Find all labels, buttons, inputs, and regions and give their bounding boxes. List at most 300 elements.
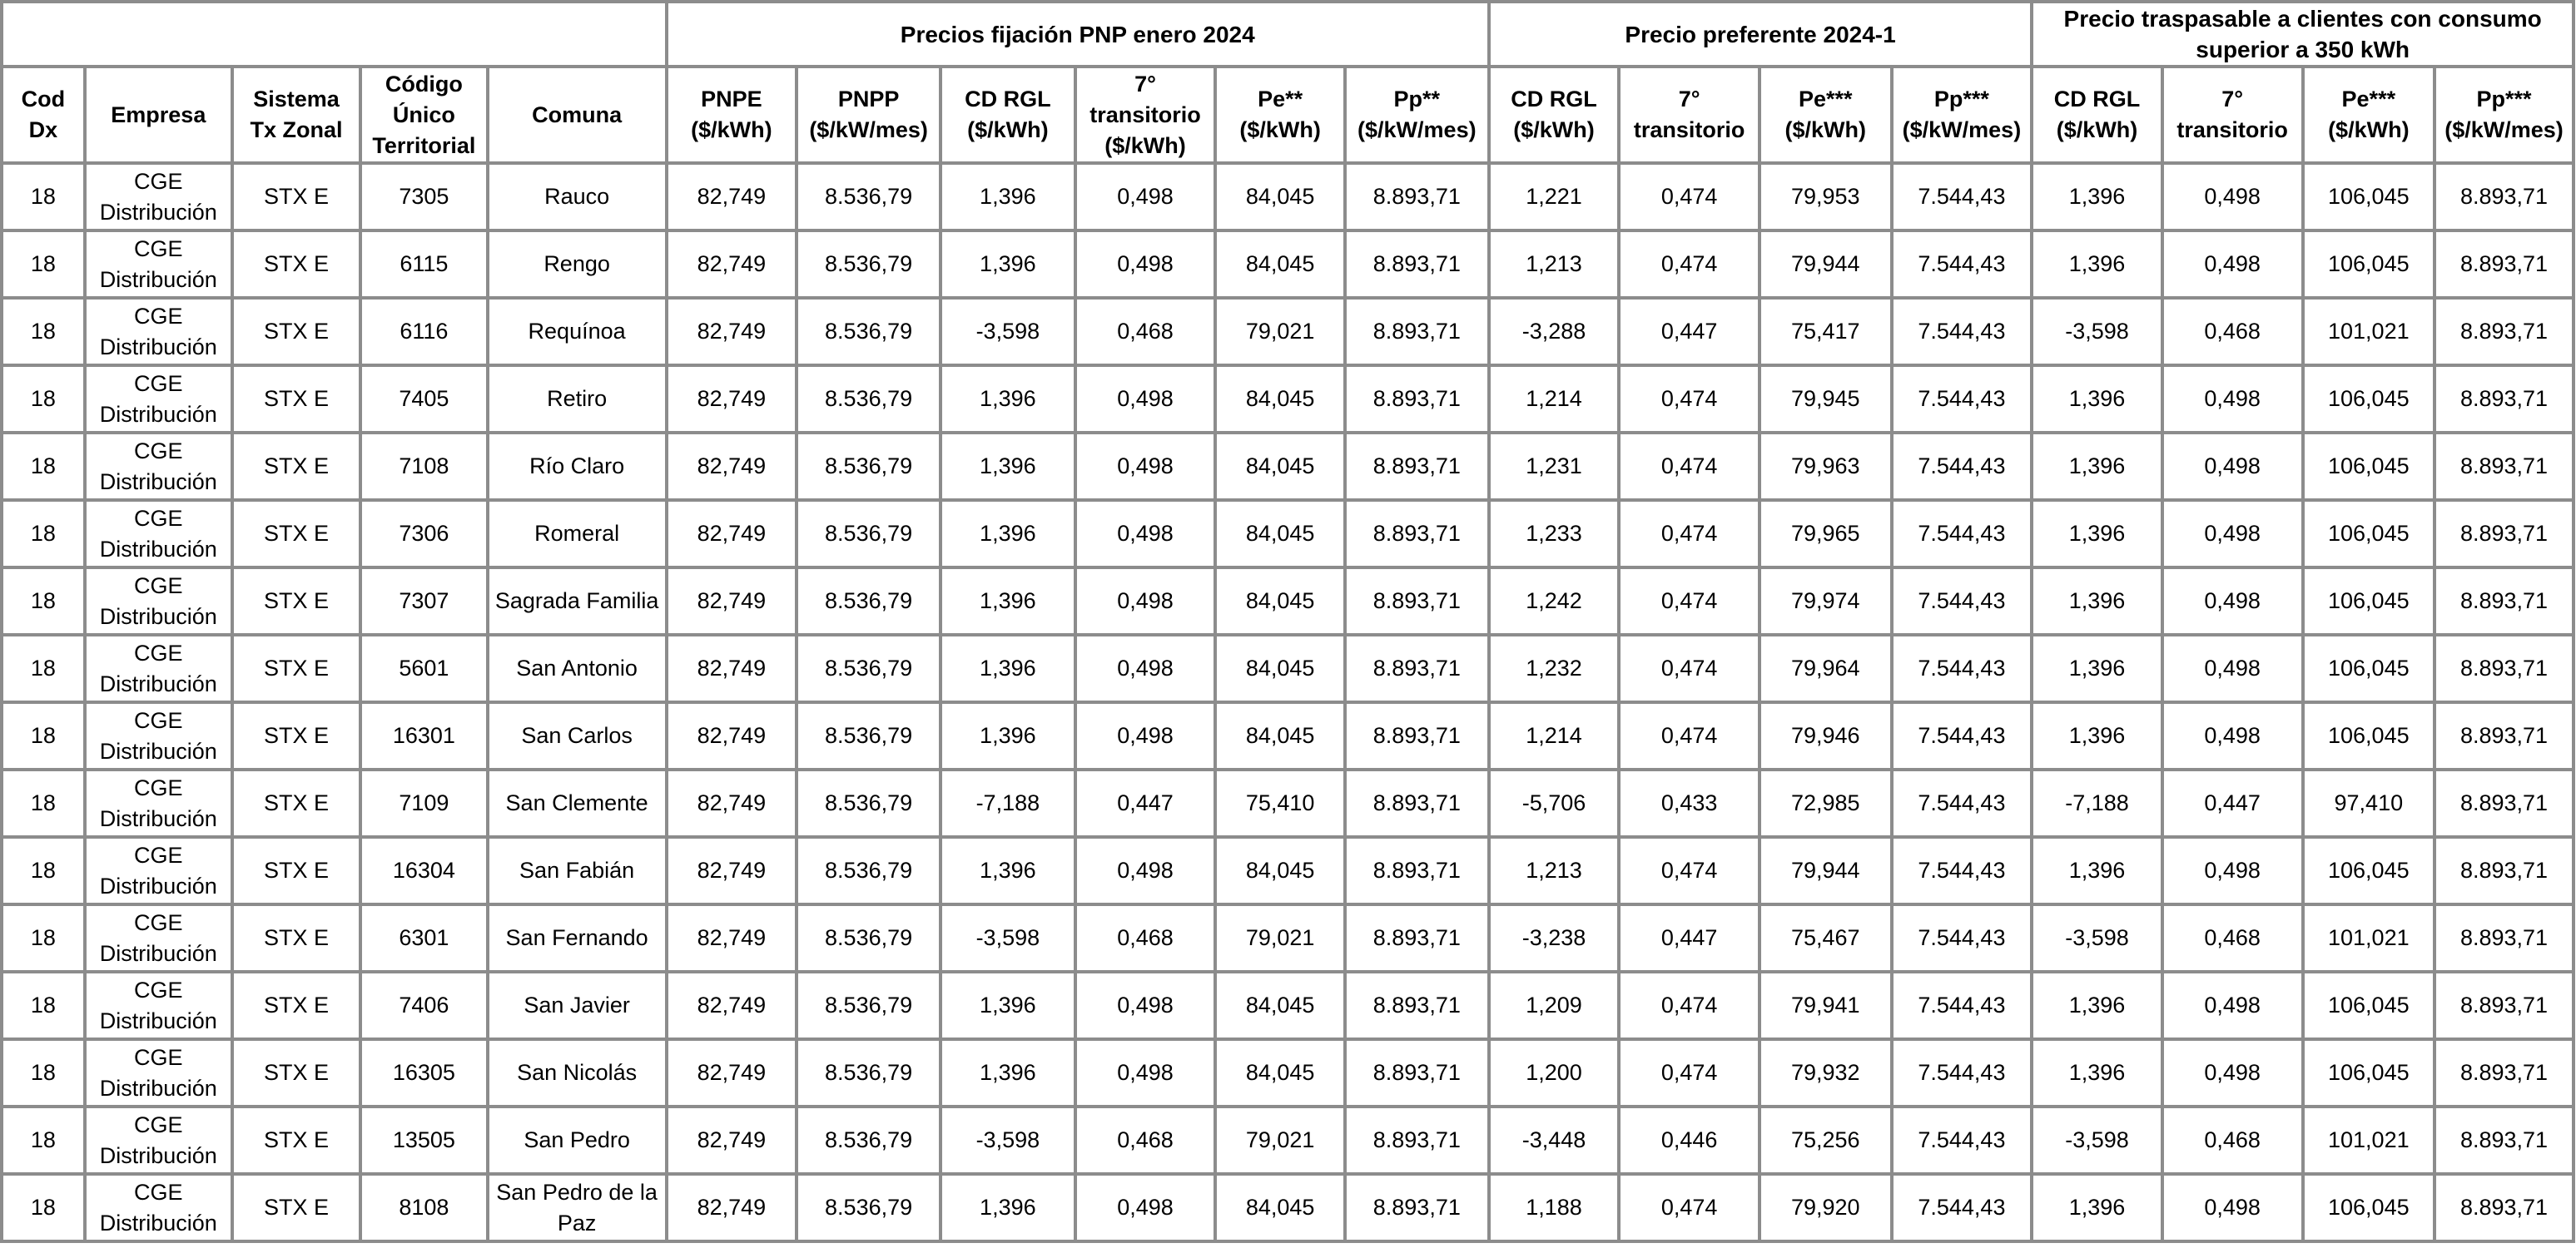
table-row (3, 232, 2572, 296)
cell-empresa: CGE Distribución (87, 165, 231, 229)
cell-pp-3: 8.893,71 (2436, 704, 2572, 768)
cell-transitorio-1: 0,498 (1077, 704, 1214, 768)
cell-sistema: STX E (234, 502, 359, 566)
cell-cd-rgl-2: -3,288 (1491, 300, 1617, 364)
cell-pe-3: 106,045 (2305, 1176, 2434, 1240)
cell-pp-1: 8.893,71 (1347, 569, 1487, 633)
cell-cd-rgl-1: 1,396 (942, 973, 1074, 1038)
cell-cod-dx: 18 (3, 1108, 83, 1172)
cell-transitorio-2: 0,474 (1621, 973, 1758, 1038)
cell-empresa: CGE Distribución (87, 300, 231, 364)
cell-pe-3: 106,045 (2305, 636, 2434, 701)
cell-codigo: 7405 (362, 367, 485, 431)
header-empresa: Empresa (87, 68, 231, 161)
cell-empresa: CGE Distribución (87, 1108, 231, 1172)
cell-comuna: San Javier (489, 973, 665, 1038)
cell-cd-rgl-3: 1,396 (2033, 367, 2160, 431)
cell-pe-1: 79,021 (1217, 906, 1343, 970)
cell-pp-2: 7.544,43 (1894, 973, 2031, 1038)
cell-transitorio-2: 0,474 (1621, 165, 1758, 229)
cell-transitorio-1: 0,447 (1077, 771, 1214, 835)
cell-cod-dx: 18 (3, 165, 83, 229)
cell-cd-rgl-1: -3,598 (942, 906, 1074, 970)
cell-sistema: STX E (234, 569, 359, 633)
cell-pp-2: 7.544,43 (1894, 906, 2031, 970)
cell-cd-rgl-1: 1,396 (942, 704, 1074, 768)
cell-pnpe: 82,749 (668, 502, 795, 566)
group-traspasable: Precio traspasable a clientes con consumo superior a 350 kWh (2033, 3, 2572, 65)
cell-transitorio-2: 0,474 (1621, 1041, 1758, 1105)
cell-transitorio-2: 0,474 (1621, 569, 1758, 633)
cell-cod-dx: 18 (3, 367, 83, 431)
cell-sistema: STX E (234, 1041, 359, 1105)
cell-cod-dx: 18 (3, 906, 83, 970)
cell-sistema: STX E (234, 165, 359, 229)
cell-pe-3: 106,045 (2305, 569, 2434, 633)
cell-pe-2: 79,953 (1761, 165, 1890, 229)
cell-pp-3: 8.893,71 (2436, 973, 2572, 1038)
cell-pp-1: 8.893,71 (1347, 502, 1487, 566)
cell-sistema: STX E (234, 839, 359, 903)
cell-comuna: Río Claro (489, 434, 665, 498)
cell-pe-2: 79,944 (1761, 232, 1890, 296)
cell-pe-1: 79,021 (1217, 1108, 1343, 1172)
cell-pnpe: 82,749 (668, 704, 795, 768)
cell-pnpp: 8.536,79 (798, 704, 939, 768)
cell-pe-2: 79,965 (1761, 502, 1890, 566)
cell-transitorio-1: 0,498 (1077, 232, 1214, 296)
table-row (3, 1108, 2572, 1172)
cell-pp-2: 7.544,43 (1894, 232, 2031, 296)
cell-pp-3: 8.893,71 (2436, 569, 2572, 633)
cell-pe-1: 84,045 (1217, 434, 1343, 498)
cell-cd-rgl-2: 1,233 (1491, 502, 1617, 566)
cell-pe-2: 72,985 (1761, 771, 1890, 835)
cell-pe-3: 106,045 (2305, 839, 2434, 903)
cell-transitorio-3: 0,498 (2164, 973, 2301, 1038)
cell-pp-1: 8.893,71 (1347, 906, 1487, 970)
cell-comuna: San Clemente (489, 771, 665, 835)
cell-cd-rgl-1: 1,396 (942, 367, 1074, 431)
cell-pp-1: 8.893,71 (1347, 1108, 1487, 1172)
cell-pnpp: 8.536,79 (798, 771, 939, 835)
cell-comuna: San Nicolás (489, 1041, 665, 1105)
cell-transitorio-3: 0,498 (2164, 165, 2301, 229)
cell-sistema: STX E (234, 367, 359, 431)
cell-comuna: Romeral (489, 502, 665, 566)
cell-pnpe: 82,749 (668, 1176, 795, 1240)
cell-transitorio-3: 0,468 (2164, 1108, 2301, 1172)
cell-pe-2: 79,920 (1761, 1176, 1890, 1240)
cell-cod-dx: 18 (3, 502, 83, 566)
cell-pe-2: 75,256 (1761, 1108, 1890, 1172)
cell-cd-rgl-3: 1,396 (2033, 502, 2160, 566)
cell-pp-2: 7.544,43 (1894, 502, 2031, 566)
cell-pe-1: 84,045 (1217, 636, 1343, 701)
header-pp-2: Pp*** ($/kW/mes) (1894, 68, 2031, 161)
blank-corner (3, 3, 665, 65)
cell-pnpe: 82,749 (668, 165, 795, 229)
cell-transitorio-1: 0,498 (1077, 1041, 1214, 1105)
cell-empresa: CGE Distribución (87, 1041, 231, 1105)
cell-pe-2: 75,417 (1761, 300, 1890, 364)
cell-transitorio-3: 0,498 (2164, 502, 2301, 566)
cell-cd-rgl-2: 1,221 (1491, 165, 1617, 229)
cell-empresa: CGE Distribución (87, 839, 231, 903)
cell-pe-3: 101,021 (2305, 300, 2434, 364)
cell-pe-3: 97,410 (2305, 771, 2434, 835)
cell-comuna: Rengo (489, 232, 665, 296)
cell-empresa: CGE Distribución (87, 704, 231, 768)
cell-transitorio-2: 0,447 (1621, 300, 1758, 364)
cell-cd-rgl-3: 1,396 (2033, 973, 2160, 1038)
cell-transitorio-1: 0,498 (1077, 569, 1214, 633)
cell-cd-rgl-3: 1,396 (2033, 1176, 2160, 1240)
cell-cd-rgl-1: 1,396 (942, 434, 1074, 498)
cell-cd-rgl-3: 1,396 (2033, 434, 2160, 498)
cell-cd-rgl-2: 1,200 (1491, 1041, 1617, 1105)
cell-pp-3: 8.893,71 (2436, 300, 2572, 364)
cell-transitorio-3: 0,498 (2164, 434, 2301, 498)
cell-pp-2: 7.544,43 (1894, 636, 2031, 701)
cell-transitorio-1: 0,498 (1077, 636, 1214, 701)
header-comuna: Comuna (489, 68, 665, 161)
cell-cd-rgl-1: 1,396 (942, 1041, 1074, 1105)
cell-transitorio-2: 0,474 (1621, 839, 1758, 903)
cell-transitorio-1: 0,468 (1077, 906, 1214, 970)
cell-pp-3: 8.893,71 (2436, 1108, 2572, 1172)
cell-cd-rgl-1: -3,598 (942, 1108, 1074, 1172)
cell-pp-1: 8.893,71 (1347, 1041, 1487, 1105)
cell-pp-2: 7.544,43 (1894, 704, 2031, 768)
cell-pe-1: 84,045 (1217, 502, 1343, 566)
cell-pe-2: 79,963 (1761, 434, 1890, 498)
cell-comuna: San Antonio (489, 636, 665, 701)
table-row (3, 1041, 2572, 1105)
cell-pe-3: 106,045 (2305, 704, 2434, 768)
cell-pnpp: 8.536,79 (798, 636, 939, 701)
cell-cd-rgl-3: 1,396 (2033, 1041, 2160, 1105)
cell-cod-dx: 18 (3, 1176, 83, 1240)
cell-empresa: CGE Distribución (87, 434, 231, 498)
cell-pe-2: 79,964 (1761, 636, 1890, 701)
header-transitorio-3: 7° transitorio (2164, 68, 2301, 161)
cell-transitorio-2: 0,433 (1621, 771, 1758, 835)
cell-pe-3: 101,021 (2305, 906, 2434, 970)
cell-pnpe: 82,749 (668, 973, 795, 1038)
header-pe-2: Pe*** ($/kWh) (1761, 68, 1890, 161)
cell-cd-rgl-2: 1,232 (1491, 636, 1617, 701)
cell-transitorio-3: 0,498 (2164, 704, 2301, 768)
cell-empresa: CGE Distribución (87, 973, 231, 1038)
cell-pe-2: 75,467 (1761, 906, 1890, 970)
cell-pp-3: 8.893,71 (2436, 771, 2572, 835)
cell-cd-rgl-3: 1,396 (2033, 569, 2160, 633)
cell-pnpp: 8.536,79 (798, 232, 939, 296)
cell-cd-rgl-1: 1,396 (942, 839, 1074, 903)
table-row (3, 502, 2572, 566)
cell-cd-rgl-3: -7,188 (2033, 771, 2160, 835)
cell-transitorio-2: 0,474 (1621, 434, 1758, 498)
cell-pp-2: 7.544,43 (1894, 1108, 2031, 1172)
cell-pp-1: 8.893,71 (1347, 232, 1487, 296)
table-row (3, 839, 2572, 903)
cell-cd-rgl-2: 1,213 (1491, 839, 1617, 903)
cell-sistema: STX E (234, 1176, 359, 1240)
cell-sistema: STX E (234, 300, 359, 364)
cell-codigo: 5601 (362, 636, 485, 701)
cell-cd-rgl-3: -3,598 (2033, 300, 2160, 364)
cell-transitorio-1: 0,498 (1077, 502, 1214, 566)
table-row (3, 300, 2572, 364)
cell-transitorio-3: 0,498 (2164, 1176, 2301, 1240)
cell-pp-3: 8.893,71 (2436, 839, 2572, 903)
cell-pnpp: 8.536,79 (798, 973, 939, 1038)
cell-cd-rgl-2: 1,242 (1491, 569, 1617, 633)
cell-cod-dx: 18 (3, 771, 83, 835)
header-cd-rgl-2: CD RGL ($/kWh) (1491, 68, 1617, 161)
cell-empresa: CGE Distribución (87, 636, 231, 701)
cell-pe-2: 79,946 (1761, 704, 1890, 768)
cell-pp-1: 8.893,71 (1347, 165, 1487, 229)
header-codigo: Código Único Territorial (362, 68, 485, 161)
cell-transitorio-2: 0,474 (1621, 367, 1758, 431)
cell-pnpe: 82,749 (668, 300, 795, 364)
cell-pe-1: 84,045 (1217, 367, 1343, 431)
cell-codigo: 13505 (362, 1108, 485, 1172)
cell-empresa: CGE Distribución (87, 502, 231, 566)
cell-codigo: 7109 (362, 771, 485, 835)
cell-pe-1: 75,410 (1217, 771, 1343, 835)
cell-pnpp: 8.536,79 (798, 367, 939, 431)
cell-comuna: Retiro (489, 367, 665, 431)
table-row (3, 367, 2572, 431)
cell-transitorio-2: 0,474 (1621, 704, 1758, 768)
cell-pnpp: 8.536,79 (798, 569, 939, 633)
header-transitorio-1: 7° transitorio ($/kWh) (1077, 68, 1214, 161)
cell-sistema: STX E (234, 906, 359, 970)
cell-pe-3: 106,045 (2305, 367, 2434, 431)
cell-cd-rgl-2: 1,214 (1491, 704, 1617, 768)
header-transitorio-2: 7° transitorio (1621, 68, 1758, 161)
cell-pp-2: 7.544,43 (1894, 367, 2031, 431)
cell-pe-3: 106,045 (2305, 232, 2434, 296)
group-preferente: Precio preferente 2024-1 (1491, 3, 2031, 65)
cell-cd-rgl-3: 1,396 (2033, 232, 2160, 296)
cell-transitorio-3: 0,498 (2164, 1041, 2301, 1105)
cell-pe-2: 79,932 (1761, 1041, 1890, 1105)
cell-cd-rgl-1: 1,396 (942, 569, 1074, 633)
cell-transitorio-1: 0,498 (1077, 367, 1214, 431)
table-row (3, 973, 2572, 1038)
cell-pe-1: 84,045 (1217, 1176, 1343, 1240)
cell-transitorio-1: 0,468 (1077, 300, 1214, 364)
cell-pe-2: 79,941 (1761, 973, 1890, 1038)
cell-pe-1: 79,021 (1217, 300, 1343, 364)
cell-pp-1: 8.893,71 (1347, 434, 1487, 498)
cell-cd-rgl-3: -3,598 (2033, 1108, 2160, 1172)
cell-pe-2: 79,945 (1761, 367, 1890, 431)
cell-pp-2: 7.544,43 (1894, 165, 2031, 229)
cell-pe-1: 84,045 (1217, 704, 1343, 768)
cell-pe-3: 106,045 (2305, 1041, 2434, 1105)
cell-pp-3: 8.893,71 (2436, 165, 2572, 229)
cell-pe-3: 106,045 (2305, 434, 2434, 498)
cell-cd-rgl-2: 1,213 (1491, 232, 1617, 296)
cell-pe-3: 106,045 (2305, 973, 2434, 1038)
cell-transitorio-1: 0,498 (1077, 839, 1214, 903)
cell-empresa: CGE Distribución (87, 569, 231, 633)
cell-cd-rgl-3: 1,396 (2033, 704, 2160, 768)
cell-pp-1: 8.893,71 (1347, 771, 1487, 835)
cell-cod-dx: 18 (3, 839, 83, 903)
cell-transitorio-3: 0,447 (2164, 771, 2301, 835)
cell-pp-2: 7.544,43 (1894, 1176, 2031, 1240)
cell-pp-2: 7.544,43 (1894, 300, 2031, 364)
group-header-row (3, 3, 2572, 65)
table-row (3, 704, 2572, 768)
cell-pp-1: 8.893,71 (1347, 839, 1487, 903)
group-fijacion: Precios fijación PNP enero 2024 (668, 3, 1487, 65)
cell-codigo: 6116 (362, 300, 485, 364)
cell-transitorio-2: 0,446 (1621, 1108, 1758, 1172)
cell-cd-rgl-3: -3,598 (2033, 906, 2160, 970)
cell-empresa: CGE Distribución (87, 906, 231, 970)
cell-pe-1: 84,045 (1217, 973, 1343, 1038)
header-pnpp: PNPP ($/kW/mes) (798, 68, 939, 161)
cell-comuna: Sagrada Familia (489, 569, 665, 633)
table-row (3, 434, 2572, 498)
cell-transitorio-3: 0,498 (2164, 569, 2301, 633)
cell-sistema: STX E (234, 704, 359, 768)
cell-pp-2: 7.544,43 (1894, 771, 2031, 835)
cell-sistema: STX E (234, 636, 359, 701)
header-pe-3: Pe*** ($/kWh) (2305, 68, 2434, 161)
cell-empresa: CGE Distribución (87, 771, 231, 835)
cell-transitorio-3: 0,468 (2164, 300, 2301, 364)
cell-transitorio-3: 0,498 (2164, 367, 2301, 431)
cell-cd-rgl-3: 1,396 (2033, 165, 2160, 229)
table-row (3, 636, 2572, 701)
header-pnpe: PNPE ($/kWh) (668, 68, 795, 161)
cell-pp-3: 8.893,71 (2436, 502, 2572, 566)
cell-pp-1: 8.893,71 (1347, 704, 1487, 768)
cell-sistema: STX E (234, 771, 359, 835)
cell-transitorio-2: 0,447 (1621, 906, 1758, 970)
cell-codigo: 6115 (362, 232, 485, 296)
header-cod-dx: Cod Dx (3, 68, 83, 161)
cell-pe-1: 84,045 (1217, 1041, 1343, 1105)
cell-pe-2: 79,974 (1761, 569, 1890, 633)
cell-pp-1: 8.893,71 (1347, 636, 1487, 701)
cell-cd-rgl-3: 1,396 (2033, 636, 2160, 701)
cell-pnpe: 82,749 (668, 1041, 795, 1105)
cell-transitorio-3: 0,498 (2164, 839, 2301, 903)
cell-pp-3: 8.893,71 (2436, 1176, 2572, 1240)
cell-cd-rgl-2: -3,238 (1491, 906, 1617, 970)
cell-pp-1: 8.893,71 (1347, 367, 1487, 431)
cell-pe-1: 84,045 (1217, 165, 1343, 229)
cell-codigo: 7406 (362, 973, 485, 1038)
cell-cod-dx: 18 (3, 300, 83, 364)
cell-pp-3: 8.893,71 (2436, 906, 2572, 970)
cell-empresa: CGE Distribución (87, 1176, 231, 1240)
cell-cd-rgl-3: 1,396 (2033, 839, 2160, 903)
cell-codigo: 16301 (362, 704, 485, 768)
column-header-row (3, 68, 2572, 161)
cell-comuna: San Fernando (489, 906, 665, 970)
cell-pnpe: 82,749 (668, 906, 795, 970)
header-cd-rgl-3: CD RGL ($/kWh) (2033, 68, 2160, 161)
cell-pnpp: 8.536,79 (798, 165, 939, 229)
cell-comuna: San Fabián (489, 839, 665, 903)
cell-sistema: STX E (234, 232, 359, 296)
cell-pp-3: 8.893,71 (2436, 367, 2572, 431)
cell-cd-rgl-1: 1,396 (942, 502, 1074, 566)
cell-pnpe: 82,749 (668, 771, 795, 835)
header-pp-3: Pp*** ($/kW/mes) (2436, 68, 2572, 161)
cell-cd-rgl-1: -3,598 (942, 300, 1074, 364)
cell-codigo: 7305 (362, 165, 485, 229)
table-row (3, 165, 2572, 229)
cell-comuna: Rauco (489, 165, 665, 229)
cell-cod-dx: 18 (3, 434, 83, 498)
cell-sistema: STX E (234, 434, 359, 498)
cell-pnpe: 82,749 (668, 569, 795, 633)
cell-pp-3: 8.893,71 (2436, 232, 2572, 296)
cell-pp-2: 7.544,43 (1894, 839, 2031, 903)
cell-cd-rgl-1: 1,396 (942, 1176, 1074, 1240)
cell-codigo: 16304 (362, 839, 485, 903)
cell-cod-dx: 18 (3, 232, 83, 296)
cell-sistema: STX E (234, 1108, 359, 1172)
cell-pe-1: 84,045 (1217, 232, 1343, 296)
cell-codigo: 7307 (362, 569, 485, 633)
cell-pnpe: 82,749 (668, 636, 795, 701)
cell-pp-3: 8.893,71 (2436, 636, 2572, 701)
cell-pnpp: 8.536,79 (798, 839, 939, 903)
cell-pnpp: 8.536,79 (798, 1108, 939, 1172)
cell-pnpe: 82,749 (668, 367, 795, 431)
cell-cod-dx: 18 (3, 636, 83, 701)
cell-pnpp: 8.536,79 (798, 1041, 939, 1105)
cell-cod-dx: 18 (3, 973, 83, 1038)
cell-cd-rgl-2: 1,214 (1491, 367, 1617, 431)
header-pe-1: Pe** ($/kWh) (1217, 68, 1343, 161)
cell-pp-3: 8.893,71 (2436, 434, 2572, 498)
cell-empresa: CGE Distribución (87, 232, 231, 296)
cell-transitorio-2: 0,474 (1621, 232, 1758, 296)
cell-pp-2: 7.544,43 (1894, 434, 2031, 498)
cell-cd-rgl-1: 1,396 (942, 165, 1074, 229)
table-row (3, 771, 2572, 835)
cell-pnpp: 8.536,79 (798, 502, 939, 566)
cell-pe-1: 84,045 (1217, 839, 1343, 903)
cell-cod-dx: 18 (3, 1041, 83, 1105)
cell-pnpe: 82,749 (668, 232, 795, 296)
cell-transitorio-3: 0,498 (2164, 232, 2301, 296)
cell-cd-rgl-1: -7,188 (942, 771, 1074, 835)
cell-pnpp: 8.536,79 (798, 906, 939, 970)
cell-codigo: 6301 (362, 906, 485, 970)
cell-comuna: San Pedro (489, 1108, 665, 1172)
cell-pe-2: 79,944 (1761, 839, 1890, 903)
cell-codigo: 7108 (362, 434, 485, 498)
cell-pnpp: 8.536,79 (798, 1176, 939, 1240)
cell-pe-3: 101,021 (2305, 1108, 2434, 1172)
cell-pnpp: 8.536,79 (798, 434, 939, 498)
cell-codigo: 16305 (362, 1041, 485, 1105)
